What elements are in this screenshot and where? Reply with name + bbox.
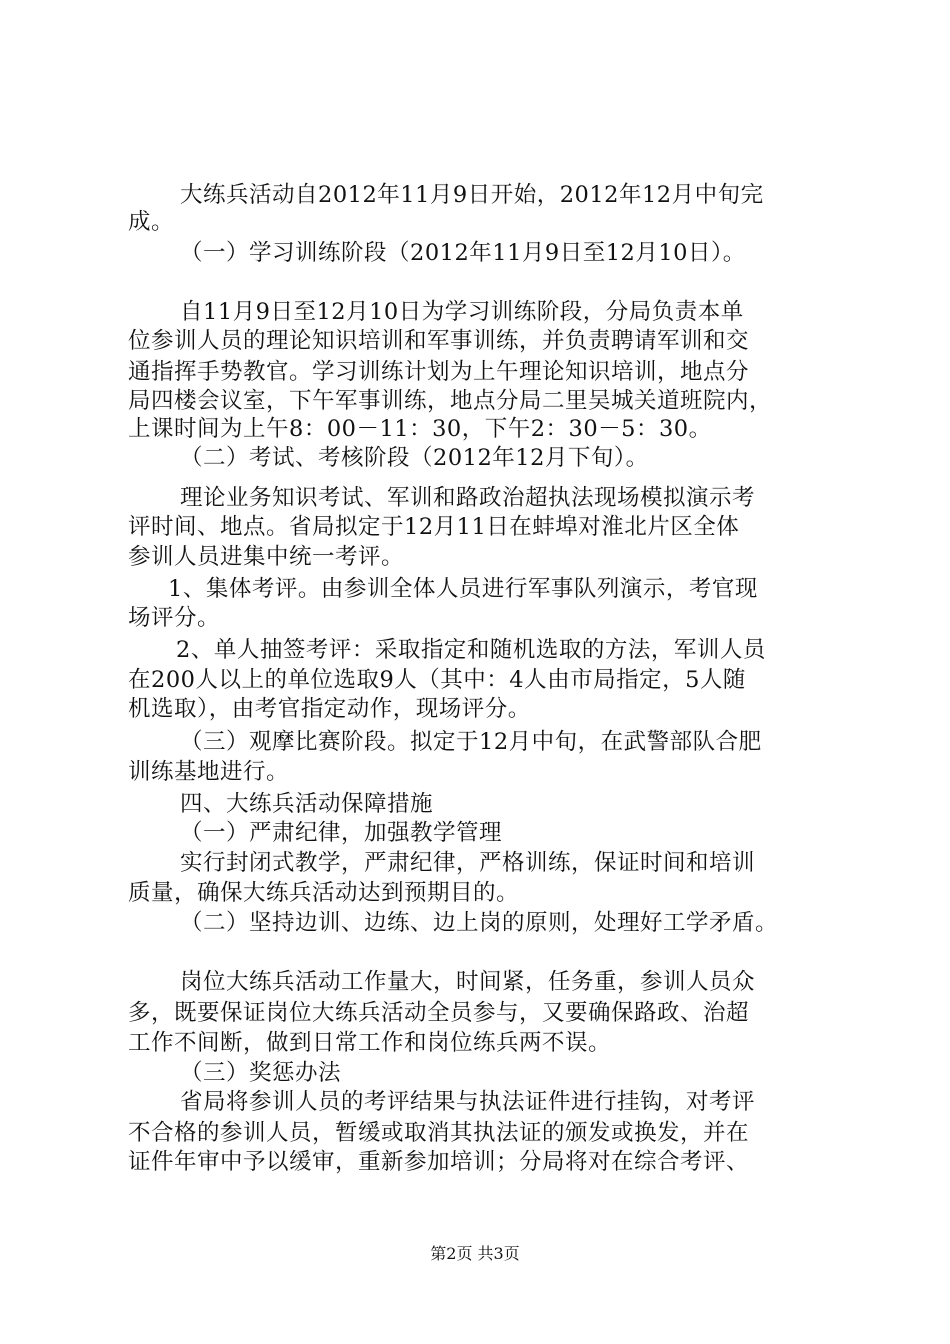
paragraph-line: 工作不间断，做到日常工作和岗位练兵两不误。 <box>128 1030 612 1056</box>
paragraph-line: 质量，确保大练兵活动达到预期目的。 <box>128 880 520 906</box>
paragraph-line: 场评分。 <box>128 605 221 631</box>
paragraph-line: 1、集体考评。由参训全体人员进行军事队列演示，考官现 <box>168 576 758 602</box>
paragraph-line: 不合格的参训人员，暂缓或取消其执法证的颁发或换发，并在 <box>128 1120 750 1146</box>
paragraph-line: 通指挥手势教官。学习训练计划为上午理论知识培训，地点分 <box>128 359 750 385</box>
paragraph-line: 位参训人员的理论知识培训和军事训练，并负责聘请军训和交 <box>128 328 750 354</box>
paragraph-line: 训练基地进行。 <box>128 759 290 785</box>
paragraph-line: 成。 <box>128 209 175 235</box>
paragraph-line: 省局将参训人员的考评结果与执法证件进行挂钩，对考评 <box>180 1089 756 1115</box>
paragraph-line: 大练兵活动自2012年11月9日开始，2012年12月中旬完 <box>180 182 764 208</box>
paragraph-line: 在200人以上的单位选取9人（其中：4人由市局指定，5人随 <box>128 667 746 693</box>
paragraph-line: 参训人员进集中统一考评。 <box>128 544 405 570</box>
paragraph-line: 理论业务知识考试、军训和路政治超执法现场模拟演示考 <box>180 485 756 511</box>
section-heading: （三）观摩比赛阶段。拟定于12月中旬，在武警部队合肥 <box>180 729 762 755</box>
section-heading: （一）学习训练阶段（2012年11月9日至12月10日）。 <box>180 240 746 266</box>
paragraph-line: 机选取），由考官指定动作，现场评分。 <box>128 696 531 722</box>
paragraph-line: 岗位大练兵活动工作量大，时间紧，任务重，参训人员众 <box>180 969 756 995</box>
section-heading: （三）奖惩办法 <box>180 1060 342 1086</box>
paragraph-line: 实行封闭式教学，严肃纪律，严格训练，保证时间和培训 <box>180 850 756 876</box>
section-heading: （一）严肃纪律，加强教学管理 <box>180 820 503 846</box>
paragraph-line: 证件年审中予以缓审，重新参加培训；分局将对在综合考评、 <box>128 1149 750 1175</box>
paragraph-line: 评时间、地点。省局拟定于12月11日在蚌埠对淮北片区全体 <box>128 514 740 540</box>
paragraph-line: 局四楼会议室，下午军事训练，地点分局二里吴城关道班院内， <box>128 388 773 414</box>
paragraph-line: 多，既要保证岗位大练兵活动全员参与，又要确保路政、治超 <box>128 1000 750 1026</box>
section-heading: 四、大练兵活动保障措施 <box>180 791 434 817</box>
paragraph-line: 2、单人抽签考评：采取指定和随机选取的方法，军训人员 <box>176 637 766 663</box>
page-number-footer: 第2页 共3页 <box>430 1244 520 1263</box>
paragraph-line: 上课时间为上午8：00－11：30，下午2：30－5：30。 <box>128 416 712 442</box>
section-heading: （二）考试、考核阶段（2012年12月下旬）。 <box>180 445 649 471</box>
paragraph-line: 自11月9日至12月10日为学习训练阶段，分局负责本单 <box>180 299 744 325</box>
section-heading: （二）坚持边训、边练、边上岗的原则，处理好工学矛盾。 <box>180 910 779 936</box>
